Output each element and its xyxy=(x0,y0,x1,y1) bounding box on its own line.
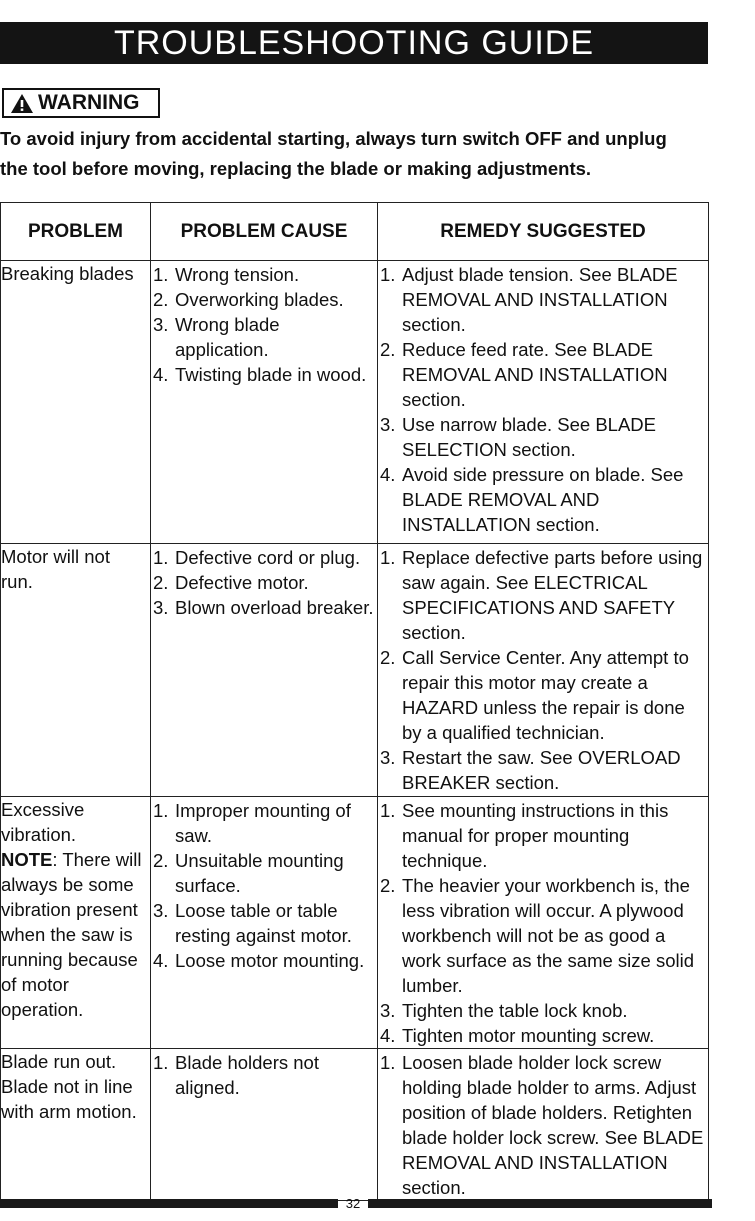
remedy-item xyxy=(380,1023,708,1048)
cause-cell xyxy=(151,544,378,797)
item-number: 4. xyxy=(153,950,169,971)
problem-text: Breaking blades xyxy=(1,263,134,284)
problem-text: run. xyxy=(1,571,33,592)
table-row xyxy=(1,797,709,1049)
cause-text: Unsuitable mounting surface. xyxy=(175,850,344,896)
remedy-item xyxy=(380,645,708,745)
item-number: 3. xyxy=(380,747,396,768)
page-footer xyxy=(0,1196,712,1210)
cause-text: Wrong blade application. xyxy=(175,314,280,360)
cause-text: Wrong tension. xyxy=(175,264,300,285)
remedy-cell xyxy=(378,1049,709,1201)
cause-item xyxy=(153,312,377,362)
cause-list xyxy=(151,544,377,620)
item-number: 4. xyxy=(153,364,169,385)
cause-item xyxy=(153,545,377,570)
footer-rule-left xyxy=(0,1199,338,1208)
problem-text: Excessive xyxy=(1,799,85,820)
cause-item xyxy=(153,570,377,595)
remedy-item xyxy=(380,412,708,462)
cause-item xyxy=(153,595,377,620)
remedy-text: Loosen blade holder lock screw holding blade holder to arms. Adjust position of blade holders. Retighten blade holder lock screw. See BLADE REMOVAL AND INSTALLATION section. xyxy=(402,1052,704,1198)
cause-cell xyxy=(151,1049,378,1201)
item-number: 2. xyxy=(380,647,396,668)
problem-text: Blade run out. xyxy=(1,1051,117,1072)
remedy-text: Reduce feed rate. See BLADE REMOVAL AND INSTALLATION section. xyxy=(402,339,668,410)
table-row xyxy=(1,544,709,797)
remedy-item xyxy=(380,798,708,873)
cause-list xyxy=(151,261,377,387)
item-number: 1. xyxy=(153,800,169,821)
cause-cell xyxy=(151,261,378,544)
cause-list xyxy=(151,1049,377,1100)
remedy-list xyxy=(378,797,708,1048)
item-number: 1. xyxy=(380,800,396,821)
remedy-cell xyxy=(378,261,709,544)
cause-list xyxy=(151,797,377,973)
troubleshooting-table xyxy=(0,202,709,1201)
remedy-text: Tighten motor mounting screw. xyxy=(402,1025,655,1046)
remedy-list xyxy=(378,1049,708,1200)
cause-text: Loose motor mounting. xyxy=(175,950,365,971)
remedy-cell xyxy=(378,544,709,797)
remedy-list xyxy=(378,261,708,537)
footer-rule-right xyxy=(368,1199,712,1208)
remedy-item xyxy=(380,337,708,412)
cause-cell xyxy=(151,797,378,1049)
cause-item xyxy=(153,948,377,973)
note-label: NOTE xyxy=(1,849,53,870)
warning-message xyxy=(0,124,740,184)
item-number: 2. xyxy=(380,339,396,360)
item-number: 2. xyxy=(153,572,169,593)
cause-text: Improper mounting of saw. xyxy=(175,800,351,846)
table-header-row xyxy=(1,203,709,261)
remedy-item xyxy=(380,745,708,795)
warning-line-1: To avoid injury from accidental starting, always turn switch OFF and unplug xyxy=(0,128,667,149)
item-number: 1. xyxy=(153,547,169,568)
header-cause: PROBLEM CAUSE xyxy=(151,203,378,261)
cause-text: Twisting blade in wood. xyxy=(175,364,367,385)
item-number: 4. xyxy=(380,1025,396,1046)
cause-item xyxy=(153,798,377,848)
item-number: 2. xyxy=(153,850,169,871)
warning-line-2: the tool before moving, replacing the blade or making adjustments. xyxy=(0,158,592,179)
cause-text: Loose table or table resting against motor. xyxy=(175,900,352,946)
remedy-item xyxy=(380,998,708,1023)
page-number: 32 xyxy=(345,1196,361,1211)
cause-item xyxy=(153,287,377,312)
remedy-item xyxy=(380,545,708,645)
header-remedy: REMEDY SUGGESTED xyxy=(378,203,709,261)
item-number: 3. xyxy=(153,314,169,335)
remedy-list xyxy=(378,544,708,795)
item-number: 3. xyxy=(380,1000,396,1021)
remedy-cell xyxy=(378,797,709,1049)
cause-text: Overworking blades. xyxy=(175,289,344,310)
cause-item xyxy=(153,848,377,898)
page-title: TROUBLESHOOTING GUIDE xyxy=(113,24,595,62)
remedy-text: Restart the saw. See OVERLOAD BREAKER section. xyxy=(402,747,681,793)
problem-text: Motor will not xyxy=(1,546,110,567)
problem-cell xyxy=(1,797,151,1049)
cause-item xyxy=(153,262,377,287)
item-number: 3. xyxy=(153,597,169,618)
remedy-item xyxy=(380,1050,708,1200)
problem-note xyxy=(1,847,150,1022)
item-number: 1. xyxy=(380,1052,396,1073)
remedy-text: Use narrow blade. See BLADE SELECTION section. xyxy=(402,414,656,460)
cause-item xyxy=(153,362,377,387)
warning-label: WARNING xyxy=(38,91,140,114)
item-number: 1. xyxy=(153,1052,169,1073)
item-number: 2. xyxy=(153,289,169,310)
cause-text: Blown overload breaker. xyxy=(175,597,374,618)
cause-text: Defective cord or plug. xyxy=(175,547,361,568)
item-number: 4. xyxy=(380,464,396,485)
remedy-item xyxy=(380,462,708,537)
remedy-text: Adjust blade tension. See BLADE REMOVAL AND INSTALLATION section. xyxy=(402,264,678,335)
table-row xyxy=(1,1049,709,1201)
item-number: 3. xyxy=(153,900,169,921)
cause-text: Defective motor. xyxy=(175,572,309,593)
cause-item xyxy=(153,898,377,948)
problem-cell xyxy=(1,261,151,544)
warning-triangle-icon xyxy=(10,93,34,114)
item-number: 2. xyxy=(380,875,396,896)
cause-item xyxy=(153,1050,377,1100)
item-number: 1. xyxy=(153,264,169,285)
remedy-text: See mounting instructions in this manual for proper mounting technique. xyxy=(402,800,669,871)
remedy-text: Call Service Center. Any attempt to repair this motor may create a HAZARD unless the repair is done by a qualified technician. xyxy=(402,647,689,743)
item-number: 1. xyxy=(380,547,396,568)
note-text: : There will always be some vibration present when the saw is running because of motor operation. xyxy=(1,849,142,1020)
problem-cell xyxy=(1,1049,151,1201)
cause-text: Blade holders not aligned. xyxy=(175,1052,319,1098)
table-row xyxy=(1,261,709,544)
remedy-text: Avoid side pressure on blade. See BLADE REMOVAL AND INSTALLATION section. xyxy=(402,464,684,535)
title-banner xyxy=(0,22,708,64)
problem-text: vibration. xyxy=(1,824,77,845)
problem-text: with arm motion. xyxy=(1,1101,137,1122)
remedy-text: Tighten the table lock knob. xyxy=(402,1000,628,1021)
header-problem: PROBLEM xyxy=(1,203,151,261)
remedy-text: The heavier your workbench is, the less vibration will occur. A plywood workbench will not be as good a work surface as the same size solid lumber. xyxy=(402,875,695,996)
remedy-item xyxy=(380,873,708,998)
item-number: 1. xyxy=(380,264,396,285)
warning-label-box xyxy=(2,88,160,118)
problem-text: Blade not in line xyxy=(1,1076,133,1097)
remedy-text: Replace defective parts before using saw again. See ELECTRICAL SPECIFICATIONS AND SAFETY section. xyxy=(402,547,703,643)
remedy-item xyxy=(380,262,708,337)
problem-cell xyxy=(1,544,151,797)
item-number: 3. xyxy=(380,414,396,435)
